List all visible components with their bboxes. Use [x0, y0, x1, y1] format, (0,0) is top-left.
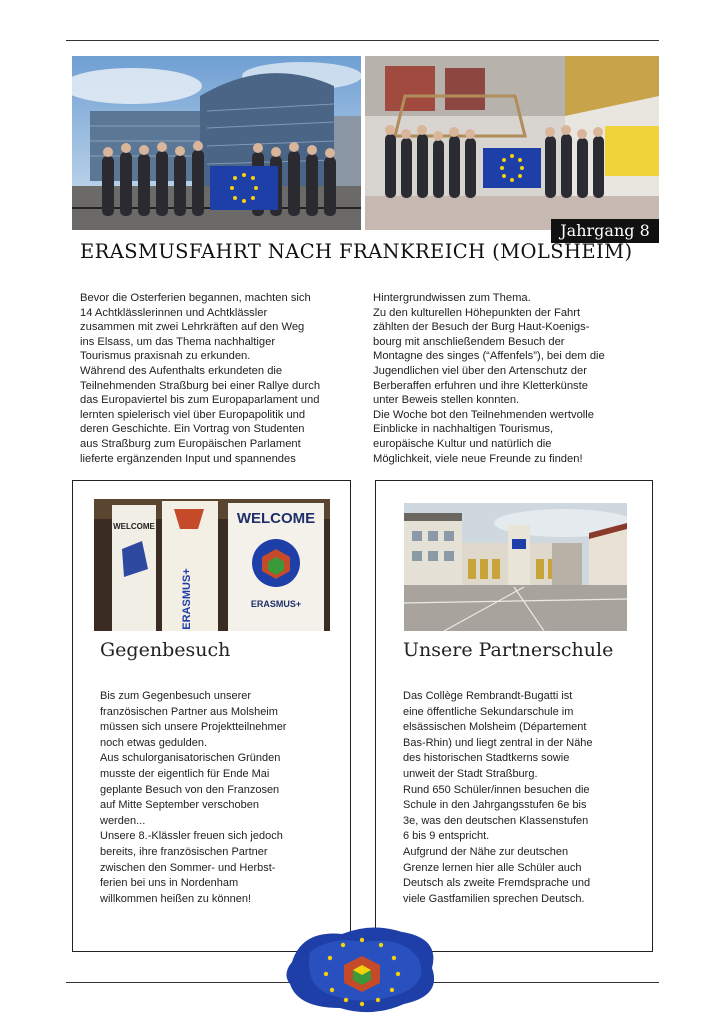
text-line: Bas-Rhin) und liegt zentral in der Nähe — [403, 736, 593, 749]
text-line: unweit der Stadt Straßburg. — [403, 767, 538, 780]
erasmus-logo — [282, 922, 442, 1016]
text-line: bereits, ihre französischen Partner — [100, 845, 268, 858]
text-line: Berberaffen erfuhren und ihre Kletterkünste — [373, 379, 588, 392]
text-line: musste der eigentlich für Ende Mai — [100, 767, 270, 780]
text-line: Bis zum Gegenbesuch unserer — [100, 690, 252, 702]
text-line: Montagne des singes (“Affenfels”), bei dem die — [373, 350, 605, 363]
grade-badge: Jahrgang 8 — [551, 219, 659, 243]
banner-3-label: WELCOME — [236, 510, 316, 527]
text-line: zwischen den Sommer- und Herbst- — [100, 861, 276, 874]
text-line: französischen Partner aus Molsheim — [100, 705, 278, 718]
text-line: Jugendlichen viel über den Artenschutz der — [373, 364, 587, 377]
text-line: Bevor die Osterferien begannen, machten sich — [80, 292, 311, 304]
text-line: Möglichkeit, viele neue Freunde zu finden! — [373, 452, 583, 465]
text-line: Aus schulorganisatorischen Gründen — [100, 752, 281, 765]
text-line: lernten spielerisch viel über Europapolitik und — [80, 408, 306, 421]
article-column-2 — [373, 291, 658, 466]
photo-welcome-banners — [94, 499, 330, 631]
top-rule — [66, 40, 659, 41]
text-line: eine öffentliche Sekundarschule im — [403, 705, 574, 718]
text-line: Tourismus praxisnah zu erkunden. — [80, 350, 251, 363]
return-visit-text — [100, 689, 340, 907]
article-column-1 — [80, 291, 365, 466]
text-line: lieferte ergänzenden Input und spannendes — [80, 452, 296, 465]
partner-school-box — [375, 480, 653, 952]
text-line: Aufgrund der Nähe zur deutschen — [403, 845, 569, 858]
text-line: Unsere 8.-Klässler freuen sich jedoch — [100, 830, 283, 843]
text-line: bourg mit anschließendem Besuch der — [373, 335, 565, 348]
text-line: des historischen Stadtkerns sowie — [403, 752, 570, 765]
partner-school-title: Unsere Partnerschule — [403, 639, 614, 661]
text-line: Teilnehmenden Straßburg bei einer Rallye durch — [80, 379, 321, 392]
text-line: aus Straßburg zum Europäischen Parlament — [80, 437, 301, 450]
text-line: werden... — [100, 814, 146, 827]
text-line: Hintergrundwissen zum Thema. — [373, 292, 531, 304]
return-visit-box — [72, 480, 351, 952]
text-line: zusammen mit zwei Lehrkräften auf den Weg — [80, 321, 305, 334]
banner-1-label: WELCOME — [113, 522, 155, 531]
text-line: Das Collège Rembrandt-Bugatti ist — [403, 690, 573, 702]
text-line: elsässischen Molsheim (Département — [403, 721, 587, 734]
partner-school-text — [403, 689, 643, 907]
text-line: 3e, was den deutschen Klassenstufen — [403, 814, 589, 827]
text-line: unter Beweis stellen konnten. — [373, 394, 520, 407]
text-line: deren Geschichte. Ein Vortrag von Studenten — [80, 423, 305, 436]
photo-partner-school — [404, 503, 627, 631]
text-line: Grenze lernen hier alle Schüler auch — [403, 861, 582, 874]
text-line: Während des Aufenthalts erkundeten die — [80, 364, 283, 377]
text-line: das Europaviertel bis zum Europaparlament und — [80, 394, 320, 407]
text-line: Zu den kulturellen Höhepunkten der Fahrt — [373, 306, 581, 319]
text-line: Einblicke in nachhaltigen Tourismus, — [373, 423, 554, 436]
text-line: noch etwas gedulden. — [100, 736, 208, 749]
text-line: Die Woche bot den Teilnehmenden wertvolle — [373, 408, 594, 421]
text-line: viele Gastfamilien sprechen Deutsch. — [403, 892, 585, 905]
text-line: müssen sich unsere Projektteilnehmer — [100, 721, 287, 734]
text-line: zählten der Besuch der Burg Haut-Koenigs- — [373, 321, 590, 334]
text-line: ferien bei uns in Nordenham — [100, 877, 239, 890]
article-headline: ERASMUSFAHRT NACH FRANKREICH (MOLSHEIM) — [80, 240, 633, 263]
text-line: ins Elsass, um das Thema nachhaltiger — [80, 335, 276, 348]
text-line: Deutsch als zweite Fremdsprache und — [403, 877, 591, 890]
text-line: auf Mitte September verschoben — [100, 799, 259, 812]
text-line: 6 bis 9 entspricht. — [403, 830, 490, 843]
text-line: geplante Besuch von den Franzosen — [100, 783, 280, 796]
text-line: europäische Kultur und natürlich die — [373, 437, 552, 450]
banner-3-sub: ERASMUS+ — [250, 599, 302, 609]
text-line: Schule in den Jahrgangsstufen 6e bis — [403, 799, 587, 812]
photo-european-parliament — [72, 56, 361, 230]
text-line: Rund 650 Schüler/innen besuchen die — [403, 783, 590, 796]
text-line: 14 Achtklässlerinnen und Achtklässler — [80, 306, 268, 319]
text-line: willkommen heißen zu können! — [100, 892, 252, 905]
photo-school-visit — [365, 56, 659, 230]
return-visit-title: Gegenbesuch — [100, 639, 231, 661]
banner-2-label: ERASMUS+ — [181, 568, 193, 630]
